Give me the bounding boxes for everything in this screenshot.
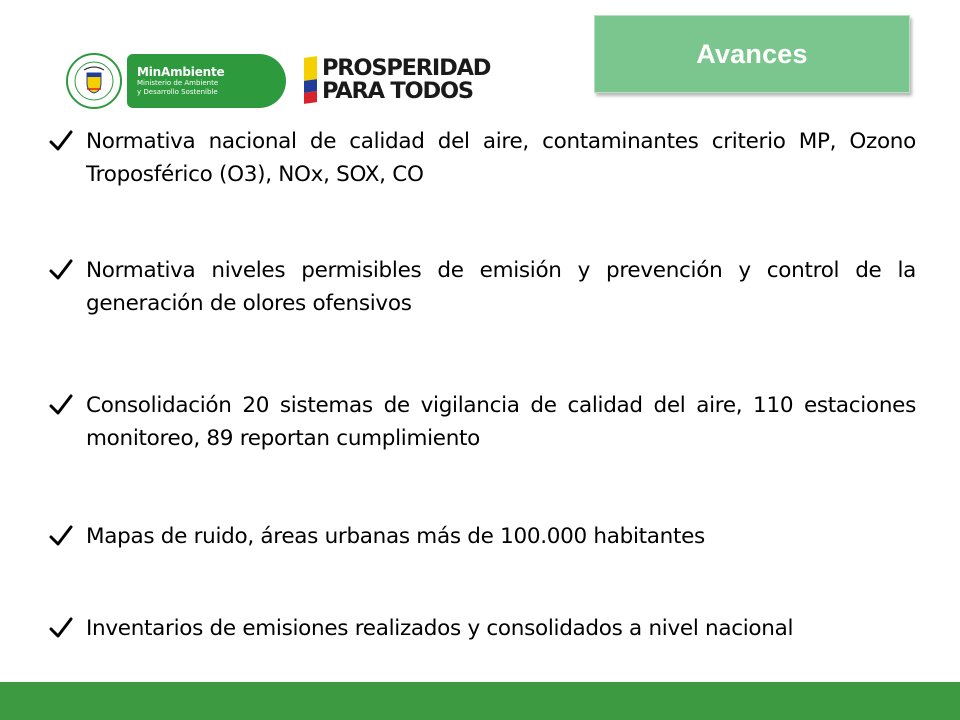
slide-title: Avances [696, 39, 808, 69]
checkmark-icon [48, 520, 86, 553]
bullet-item [48, 254, 916, 320]
checkmark-icon [48, 389, 86, 455]
footer-bar [0, 682, 960, 720]
prosperidad-wordmark [322, 57, 490, 103]
minambiente-sub-line2: y Desarrollo Sostenible [137, 87, 218, 96]
prosperidad-logo [304, 55, 490, 105]
title-badge [594, 15, 910, 93]
bullet-text: Inventarios de emisiones realizados y consolidados a nivel nacional [86, 616, 794, 641]
checkmark-icon [48, 125, 86, 191]
checkmark-icon [48, 254, 86, 320]
minambiente-sub-line1: Ministerio de Ambiente [137, 79, 219, 87]
bullet-item [48, 612, 916, 645]
bullet-item [48, 520, 916, 553]
bullet-text: Normativa niveles permisibles de emisión y prevención y control de la generación de olores ofensivos [86, 258, 916, 316]
minambiente-logo [66, 52, 286, 110]
colombia-seal-icon [66, 53, 122, 109]
bullet-item [48, 125, 916, 191]
bullet-text: Normativa nacional de calidad del aire, contaminantes criterio MP, Ozono Troposférico (O3), NOx, SOX, CO [86, 129, 916, 187]
prosperidad-line2: PARA TODOS [322, 78, 473, 104]
prosperidad-line1: PROSPERIDAD [322, 55, 491, 81]
bullet-text: Mapas de ruido, áreas urbanas más de 100.000 habitantes [86, 524, 705, 549]
minambiente-brand: MinAmbiente [137, 65, 225, 79]
checkmark-icon [48, 612, 86, 645]
colombia-flag-icon [304, 56, 317, 104]
bullet-item [48, 389, 916, 455]
minambiente-plate [127, 54, 286, 108]
bullet-text: Consolidación 20 sistemas de vigilancia de calidad del aire, 110 estaciones monitoreo, 89 reportan cumplimiento [86, 393, 916, 451]
